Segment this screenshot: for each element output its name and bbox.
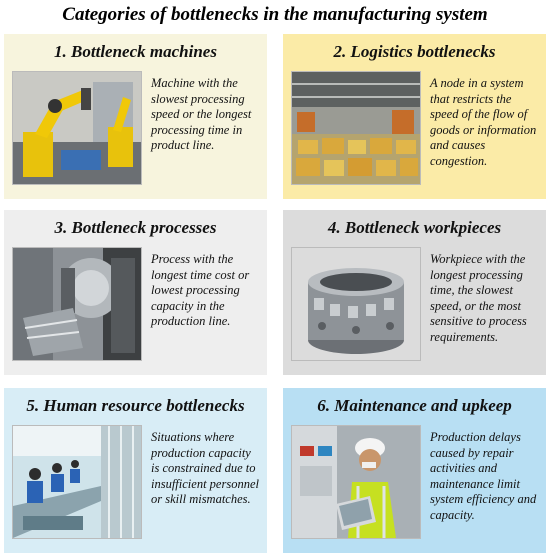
panel-description: Machine with the slowest processing speed or the longest processing time in product line. (151, 76, 252, 152)
panel-bottleneck-workpieces (283, 210, 546, 375)
cnc-milling-photo (12, 247, 142, 361)
casing-workpiece-photo (291, 247, 421, 361)
panel-bottleneck-processes (4, 210, 267, 375)
panel-maintenance-and-upkeep (283, 388, 546, 553)
panel-description: Workpiece with the longest processing time, the slowest speed, or the most sensitive to process requirements. (430, 252, 527, 344)
panel-description: Production delays caused by repair activities and maintenance limit system efficiency and capacity. (430, 430, 537, 522)
panel-heading: 3. Bottleneck processes (54, 218, 217, 237)
panel-bottleneck-machines (4, 34, 267, 199)
diagram-title: Categories of bottlenecks in the manufacturing system (62, 4, 488, 25)
robotic-arm-photo (12, 71, 142, 185)
assembly-line-workers-photo (12, 425, 142, 539)
panel-heading: 2. Logistics bottlenecks (333, 42, 496, 61)
panel-logistics-bottlenecks (283, 34, 546, 199)
panel-description: Process with the longest time cost or lowest processing capacity in the production line. (151, 252, 250, 328)
panel-heading: 4. Bottleneck workpieces (327, 218, 502, 237)
maintenance-engineer-photo (291, 425, 421, 539)
panel-description: A node in a system that restricts the speed of the flow of goods or information and causes congestion. (430, 76, 537, 168)
warehouse-photo (291, 71, 421, 185)
panel-heading: 5. Human resource bottlenecks (26, 396, 245, 415)
panel-heading: 6. Maintenance and upkeep (317, 396, 512, 415)
panel-human-resource-bottlenecks (4, 388, 267, 553)
panel-heading: 1. Bottleneck machines (54, 42, 217, 61)
panel-description: Situations where production capacity is constrained due to insufficient personnel or skill mismatches. (151, 430, 259, 506)
